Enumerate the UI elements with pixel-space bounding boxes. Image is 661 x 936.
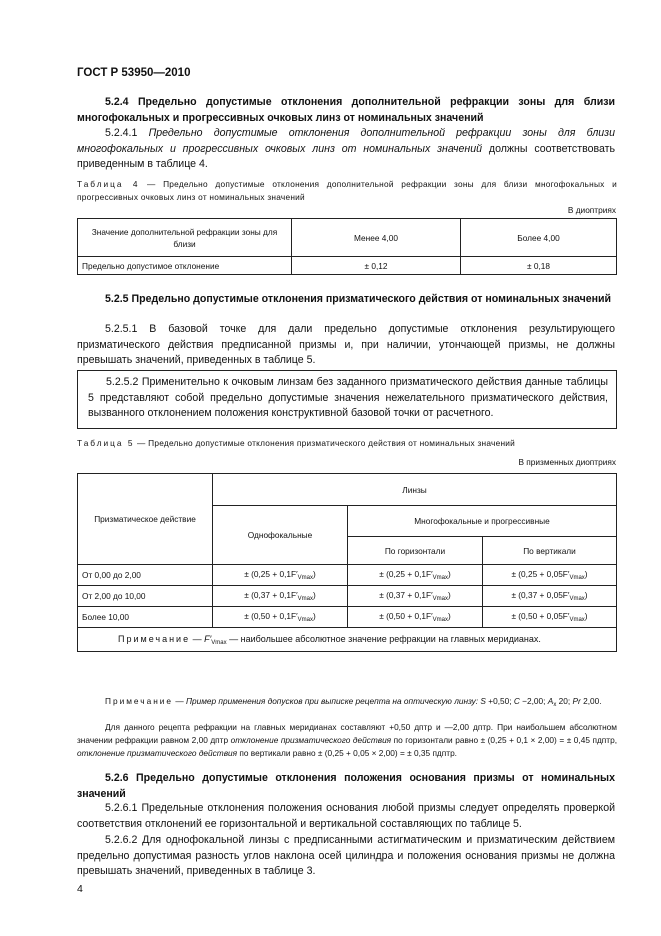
table-cell: Более 10,00 — [78, 607, 213, 628]
note-symbol: C — [513, 696, 520, 706]
formula: ± (0,25 + 0,05F′ — [511, 569, 570, 579]
formula-close: ) — [584, 569, 588, 579]
caption-prefix: Таблица 4 — [77, 179, 140, 189]
table-header-cell: Однофокальные — [213, 506, 348, 565]
table-cell — [348, 607, 483, 628]
table-cell — [483, 586, 617, 607]
document-header: ГОСТ Р 53950—2010 — [77, 67, 191, 79]
para-italic: Предельно допустимые отклонения дополнительной рефракции зоны для близи многофокальных и прогрессивных очковых линз от номинальных значений — [77, 127, 615, 155]
table-cell — [348, 586, 483, 607]
para-rest: должны соответствовать приведенным в таблице 4. — [77, 142, 616, 170]
table-cell: ± 0,12 — [292, 257, 461, 275]
table-cell: Предельно допустимое отклонение — [78, 257, 292, 275]
table-row — [78, 607, 617, 628]
formula-subscript: Vmax — [297, 617, 313, 623]
note-value: 2,00. — [580, 696, 602, 706]
table-cell — [483, 565, 617, 586]
note-symbol: F′ — [204, 633, 212, 644]
table-cell — [348, 565, 483, 586]
table-cell — [213, 565, 348, 586]
formula-subscript: Vmax — [297, 575, 313, 581]
paragraph-5-2-6-2: 5.2.6.2 Для однофокальной линзы с предписанными астигматическим и призматическим действием предельно допустимая разность углов наклона осей цилиндра и положения основания призмы не должна превышать значений, приведенных в таблице 3. — [77, 834, 615, 877]
text: Для данного рецепта рефракции на главных меридианах составляют +0,50 дптр и —2,00 дптр. При наибольшем абсолютном значении рефракции равном 2,00 дптр — [77, 722, 617, 745]
table-header-cell: По горизонтали — [348, 537, 483, 565]
table-header-cell: Линзы — [213, 474, 617, 506]
formula-subscript: Vmax — [432, 596, 448, 602]
section-5-2-4-heading: 5.2.4 Предельно допустимые отклонения дополнительной рефракции зоны для близи многофокальных и прогрессивных очковых линз от номинальных значений — [77, 96, 615, 124]
table-header-cell: Более 4,00 — [461, 219, 617, 257]
formula-close: ) — [584, 611, 588, 621]
formula-subscript: Vmax — [432, 617, 448, 623]
note-italic: Пример применения допусков при выписке рецепта на оптическую линзу: S — [185, 696, 486, 706]
text: по вертикали равно ± (0,25 + 0,05 × 2,00) = ± 0,35 пдптр. — [237, 748, 457, 758]
page-number: 4 — [77, 883, 83, 895]
table-5 — [77, 473, 617, 652]
note-dash: — — [173, 696, 186, 706]
table-5-unit: В призменных диоптриях — [518, 457, 616, 467]
formula-subscript: Vmax — [432, 575, 448, 581]
formula-close: ) — [584, 590, 588, 600]
formula-close: ) — [447, 590, 451, 600]
formula: ± (0,50 + 0,1F′ — [379, 611, 433, 621]
example-note — [77, 695, 617, 712]
caption-text: — Предельно допустимые отклонения дополнительной рефракции зоны для близи многофокальных и прогрессивных очковых линз от номинальных значений — [77, 179, 617, 202]
paragraph-5-2-4-1 — [77, 126, 615, 173]
italic-text: отклонение призматического действия — [230, 735, 392, 745]
table-header-row — [78, 219, 617, 257]
note-symbol: A — [547, 696, 554, 706]
section-5-2-5-heading: 5.2.5 Предельно допустимые отклонения призматического действия от номинальных значений — [105, 293, 612, 305]
note-value: +0,50; — [485, 696, 514, 706]
caption-text: — Предельно допустимые отклонения призматического действия от номинальных значений — [134, 438, 516, 448]
note-subscript: x — [553, 702, 557, 708]
formula: ± (0,37 + 0,05F′ — [511, 590, 570, 600]
formula-close: ) — [312, 611, 316, 621]
italic-text: отклонение призматического действия — [77, 748, 238, 758]
table-row — [78, 586, 617, 607]
formula-close: ) — [312, 590, 316, 600]
table-4-caption — [77, 178, 617, 204]
formula-subscript: Vmax — [297, 596, 313, 602]
note-value: 20; — [556, 696, 573, 706]
note-prefix: Примечание — [118, 633, 191, 644]
table-5-caption — [77, 437, 617, 450]
table-header-cell: Значение дополнительной рефракции зоны для близи — [78, 219, 292, 257]
table-cell — [483, 607, 617, 628]
text: по горизонтали равно ± (0,25 + 0,1 × 2,00) = ± 0,45 пдптр, — [391, 735, 618, 745]
formula: ± (0,37 + 0,1F′ — [379, 590, 433, 600]
note-value: −2,00; — [519, 696, 548, 706]
caption-prefix: Таблица 5 — [77, 438, 135, 448]
table-note — [78, 628, 617, 652]
note-symbol: Pr — [572, 696, 581, 706]
table-cell — [213, 607, 348, 628]
note-text: — наибольшее абсолютное значение рефракции на главных меридианах. — [226, 633, 541, 644]
table-cell: ± 0,18 — [461, 257, 617, 275]
table-row — [78, 565, 617, 586]
section-5-2-6-heading: 5.2.6 Предельно допустимые отклонения положения основания призмы от номинальных значений — [77, 772, 615, 800]
formula-close: ) — [447, 569, 451, 579]
formula: ± (0,50 + 0,1F′ — [244, 611, 298, 621]
table-note-row — [78, 628, 617, 652]
table-row — [78, 257, 617, 275]
table-cell: От 2,00 до 10,00 — [78, 586, 213, 607]
table-cell: От 0,00 до 2,00 — [78, 565, 213, 586]
formula-subscript: Vmax — [569, 596, 585, 602]
table-header-cell: Призматическое действие — [78, 474, 213, 565]
formula-subscript: Vmax — [569, 617, 585, 623]
formula: ± (0,25 + 0,1F′ — [244, 569, 298, 579]
note-subscript: Vmax — [211, 639, 227, 646]
table-header-row — [78, 474, 617, 506]
formula: ± (0,50 + 0,05F′ — [511, 611, 570, 621]
note-dash: — — [190, 633, 205, 644]
para-number: 5.2.4.1 — [105, 127, 149, 139]
table-cell — [213, 586, 348, 607]
table-header-cell: Менее 4,00 — [292, 219, 461, 257]
formula: ± (0,25 + 0,1F′ — [379, 569, 433, 579]
note-prefix: Примечание — [105, 696, 174, 706]
paragraph-5-2-6-1: 5.2.6.1 Предельные отклонения положения основания любой призмы следует определять проверкой соответствия отклонений ее горизонтальной и вертикальной составляющих по таблице 5. — [77, 802, 615, 830]
table-4-unit: В диоптриях — [567, 205, 616, 215]
formula-close: ) — [447, 611, 451, 621]
formula: ± (0,37 + 0,1F′ — [244, 590, 298, 600]
paragraph-5-2-5-2-box: 5.2.5.2 Применительно к очковым линзам без заданного призматического действия данные таблицы 5 представляют собой предельно допустимые значения нежелательного призматического действия, вызванного отклонением положения конструктивной базовой точки от расчетного. — [77, 370, 617, 429]
table-header-cell: По вертикали — [483, 537, 617, 565]
example-explanation — [77, 721, 617, 760]
table-header-cell: Многофокальные и прогрессивные — [348, 506, 617, 537]
formula-subscript: Vmax — [569, 575, 585, 581]
paragraph-5-2-5-1: 5.2.5.1 В базовой точке для дали предельно допустимые отклонения результирующего призматического действия предписанной призмы и, при наличии, утончающей призмы, не должны превышать значений, приведенных в таблице 5. — [77, 323, 615, 366]
table-4 — [77, 218, 617, 275]
formula-close: ) — [312, 569, 316, 579]
